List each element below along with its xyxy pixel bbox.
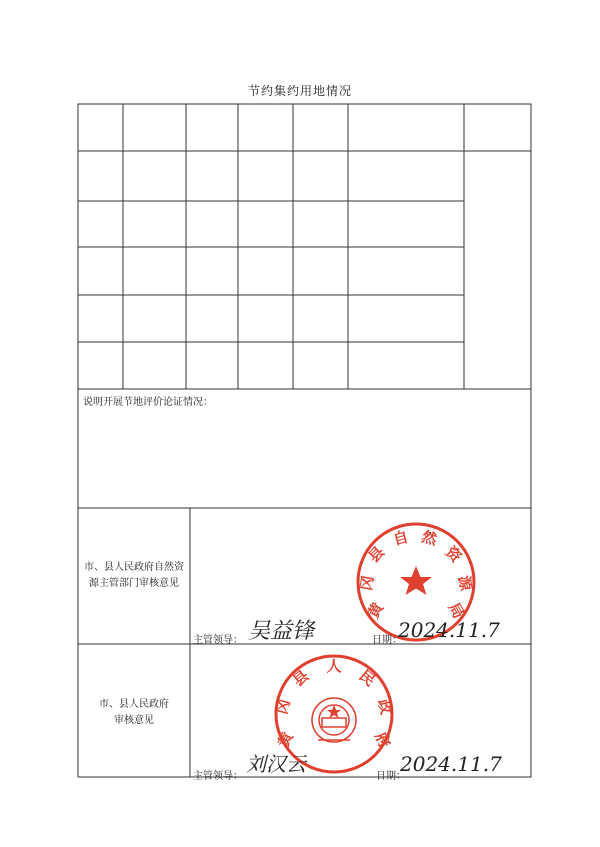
label-line: 市、县人民政府自然资 xyxy=(84,562,184,573)
natural-resources-review-label xyxy=(80,560,188,592)
national-emblem-icon xyxy=(312,698,356,742)
handwritten-date: 2024.11.7 xyxy=(398,618,500,642)
svg-text:局: 局 xyxy=(444,599,468,622)
svg-text:人: 人 xyxy=(326,657,342,675)
svg-text:黄: 黄 xyxy=(364,599,388,622)
svg-text:自: 自 xyxy=(391,527,411,549)
date-label: 日期： xyxy=(376,771,406,782)
leader-signature: 刘汉云 xyxy=(246,752,306,776)
label-line: 审核意见 xyxy=(114,715,154,726)
label-line: 源主管部门审核意见 xyxy=(89,578,179,589)
svg-text:政: 政 xyxy=(374,697,396,717)
handwritten-date: 2024.11.7 xyxy=(400,752,502,776)
svg-text:源: 源 xyxy=(454,574,476,593)
svg-text:府: 府 xyxy=(371,729,394,751)
svg-text:冈: 冈 xyxy=(356,574,378,593)
svg-text:冈: 冈 xyxy=(272,697,294,717)
page-title: 节约集约用地情况 xyxy=(247,84,352,98)
svg-text:县: 县 xyxy=(289,666,313,690)
svg-text:黄: 黄 xyxy=(274,729,297,751)
government-review-label xyxy=(80,697,188,729)
svg-text:然: 然 xyxy=(419,527,439,549)
explanation-label: 说明开展节地评价论证情况： xyxy=(83,397,213,408)
svg-text:资: 资 xyxy=(441,542,466,567)
label-line: 市、县人民政府 xyxy=(99,699,169,710)
date-label: 日期： xyxy=(372,635,402,646)
svg-text:民: 民 xyxy=(355,666,379,690)
leader-label: 主管领导： xyxy=(193,771,243,782)
svg-text:县: 县 xyxy=(364,542,389,567)
leader-label: 主管领导： xyxy=(193,635,243,646)
leader-signature: 吴益锋 xyxy=(248,619,315,644)
